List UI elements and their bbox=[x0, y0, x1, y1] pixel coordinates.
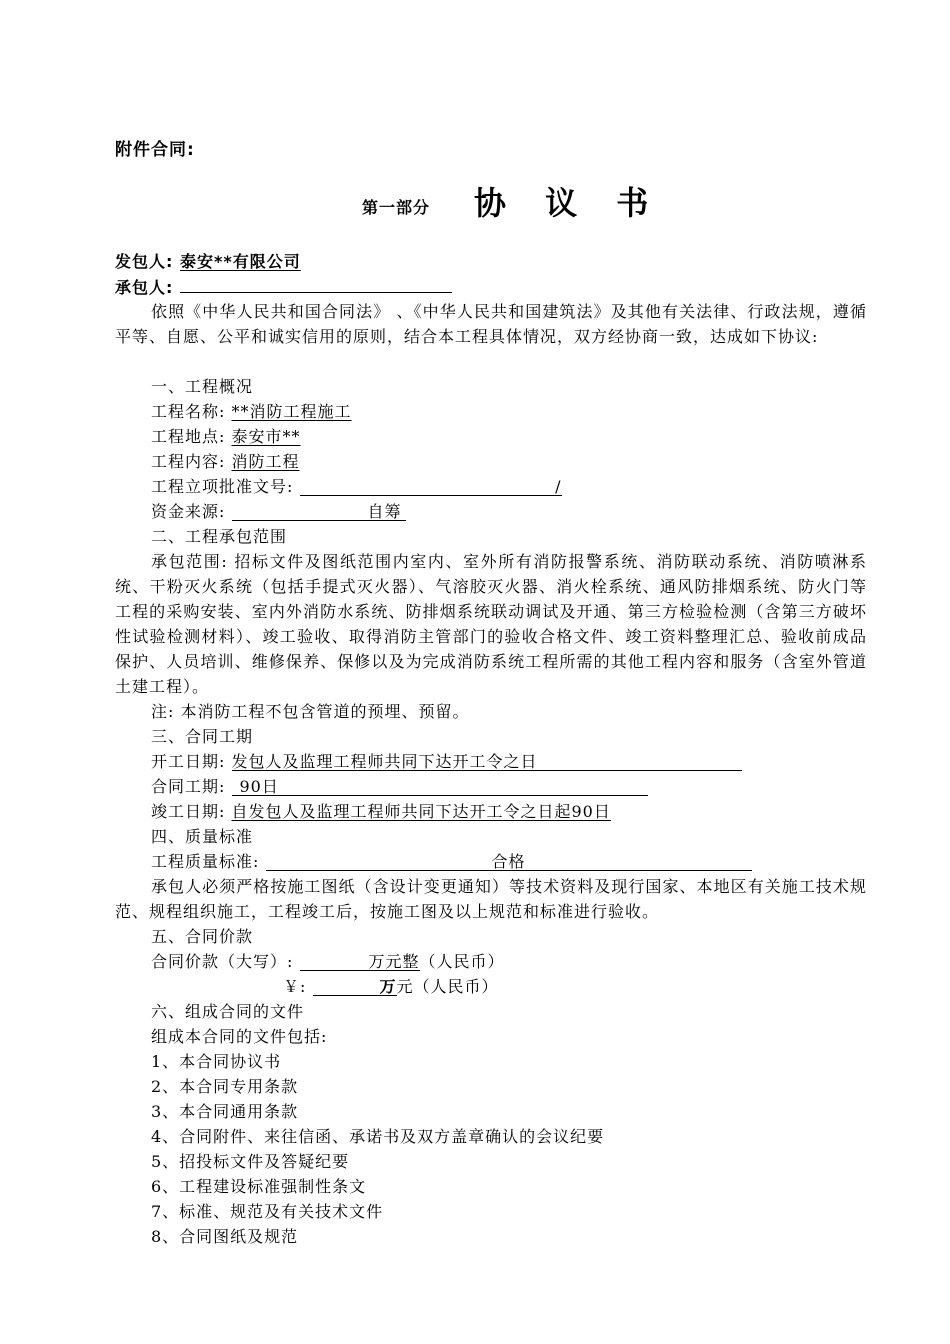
section-2-title: 二、工程承包范围 bbox=[151, 527, 288, 546]
section-6-title: 六、组成合同的文件 bbox=[151, 1002, 305, 1021]
document-item: 6、工程建设标准强制性条文 bbox=[151, 1177, 367, 1196]
project-content-value: 消防工程 bbox=[231, 452, 300, 471]
quality-text: 承包人必须严格按施工图纸（含设计变更通知）等技术资料及现行国家、本地区有关施工技术规范、规程组织施工，工程竣工后，按施工图及以上规范和标准进行验收。 bbox=[115, 877, 867, 921]
document-item: 8、合同图纸及规范 bbox=[151, 1227, 299, 1246]
price-number-label: ￥: bbox=[283, 977, 307, 996]
price-number-suffix: 元（人民币） bbox=[396, 977, 499, 996]
funding-line bbox=[151, 499, 406, 524]
project-location-value: 泰安市** bbox=[231, 427, 301, 446]
price-number-unit: 万 bbox=[313, 977, 397, 996]
employer-value: 泰安**有限公司 bbox=[179, 252, 301, 271]
completion-date-value: 自发包人及监理工程师共同下达开工令之日起90日 bbox=[231, 802, 611, 821]
contractor-line bbox=[115, 274, 452, 299]
quality-label: 工程质量标准: bbox=[151, 852, 260, 871]
project-location-line bbox=[151, 424, 301, 449]
funding-label: 资金来源: bbox=[151, 502, 226, 521]
documents-intro: 组成本合同的文件包括: bbox=[151, 1027, 328, 1046]
start-date-line bbox=[151, 749, 742, 774]
employer-line bbox=[115, 249, 301, 274]
project-name-label: 工程名称: bbox=[151, 402, 226, 421]
quality-value: 合格 bbox=[266, 852, 752, 871]
section-4-title: 四、质量标准 bbox=[151, 827, 254, 846]
document-title: 协 议 书 bbox=[474, 184, 663, 222]
part-label: 第一部分 bbox=[362, 198, 431, 217]
approval-line bbox=[151, 474, 562, 499]
document-item: 5、招投标文件及答疑纪要 bbox=[151, 1152, 350, 1171]
scope-text: 承包范围: 招标文件及图纸范围内室内、室外所有消防报警系统、消防联动系统、消防喷淋系统、干粉灭火系统（包括手提式灭火器）、气溶胶灭火器、消火栓系统、通风防排烟系统、防火门等工程的采购安装、室内外消防水系统、防排烟系统联动调试及开通、第三方检验检测（含第三方破坏性试验检测材料）、竣工验收、取得消防主管部门的验收合格文件、竣工资料整理汇总、验收前成品保护、人员培训、维修保养、保修以及为完成消防系统工程所需的其他工程内容和服务（含室外管道土建工程）。 bbox=[115, 552, 867, 696]
duration-line bbox=[151, 774, 648, 799]
quality-line bbox=[151, 849, 752, 874]
completion-date-line bbox=[151, 799, 611, 824]
document-item: 4、合同附件、来往信函、承诺书及双方盖章确认的会议纪要 bbox=[151, 1127, 605, 1146]
start-date-value: 发包人及监理工程师共同下达开工令之日 bbox=[232, 752, 742, 771]
approval-label: 工程立项批准文号: bbox=[151, 477, 294, 496]
employer-label: 发包人: bbox=[115, 252, 174, 271]
price-words-unit: 万元整 bbox=[300, 952, 420, 971]
document-item: 7、标准、规范及有关技术文件 bbox=[151, 1202, 384, 1221]
approval-value: / bbox=[300, 477, 562, 496]
project-name-value: **消防工程施工 bbox=[231, 402, 352, 421]
annex-title: 附件合同: bbox=[115, 140, 195, 160]
document-heading bbox=[0, 178, 950, 228]
price-words-suffix: （人民币） bbox=[419, 952, 505, 971]
contractor-blank bbox=[180, 274, 452, 293]
completion-date-label: 竣工日期: bbox=[151, 802, 226, 821]
duration-label: 合同工期: bbox=[151, 777, 226, 796]
price-words-label: 合同价款（大写）: bbox=[151, 952, 294, 971]
price-words-line bbox=[151, 949, 505, 974]
contractor-label: 承包人: bbox=[115, 278, 174, 297]
section-5-title: 五、合同价款 bbox=[151, 927, 254, 946]
project-content-label: 工程内容: bbox=[151, 452, 226, 471]
price-number-line bbox=[283, 974, 499, 999]
project-location-label: 工程地点: bbox=[151, 427, 226, 446]
document-item: 3、本合同通用条款 bbox=[151, 1102, 299, 1121]
project-name-line bbox=[151, 399, 352, 424]
document-item: 1、本合同协议书 bbox=[151, 1052, 282, 1071]
document-item: 2、本合同专用条款 bbox=[151, 1077, 299, 1096]
scope-note: 注: 本消防工程不包含管道的预埋、预留。 bbox=[151, 702, 470, 721]
duration-value: 90日 bbox=[232, 777, 648, 796]
project-content-line bbox=[151, 449, 300, 474]
preamble: 依照《中华人民共和国合同法》 、《中华人民共和国建筑法》及其他有关法律、行政法规，遵循平等、自愿、公平和诚实信用的原则，结合本工程具体情况，双方经协商一致，达成如下协议: bbox=[115, 302, 867, 346]
section-3-title: 三、合同工期 bbox=[151, 727, 254, 746]
funding-value: 自筹 bbox=[232, 502, 406, 521]
section-1-title: 一、工程概况 bbox=[151, 377, 254, 396]
start-date-label: 开工日期: bbox=[151, 752, 226, 771]
